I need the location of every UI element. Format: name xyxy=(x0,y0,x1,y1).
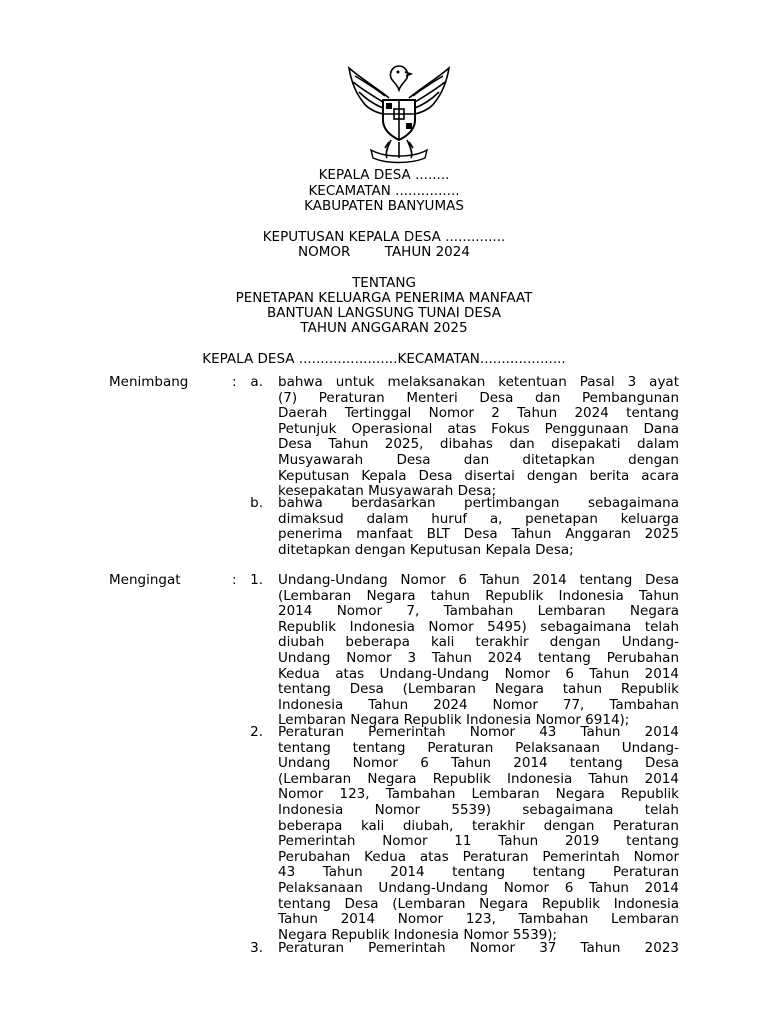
header-village-head: KEPALA DESA ........ xyxy=(318,167,450,183)
text-line: 2014 Nomor 7, Tambahan Lembaran Negara xyxy=(278,603,679,620)
text-line: Indonesia Nomor 5539) sebagaimana telah xyxy=(278,801,679,818)
text-line: bahwa untuk melaksanakan ketentuan Pasal 3 ayat xyxy=(278,374,679,390)
text-line: Nomor 123, Tambahan Lembaran Negara Republik xyxy=(278,786,679,803)
menimbang-item-a xyxy=(278,375,679,500)
text-line: Negara Republik Indonesia Nomor 5539); xyxy=(278,926,558,943)
mengingat-item-2-marker: 2. xyxy=(250,724,263,740)
garuda-emblem-icon xyxy=(341,58,457,168)
text-line: Perubahan Kedua atas Peraturan Pemerintah Nomor xyxy=(278,848,679,865)
mengingat-colon: : xyxy=(232,572,237,588)
text-line: Undang-Undang Nomor 6 Tahun 2014 tentang Desa xyxy=(278,572,679,588)
menimbang-colon: : xyxy=(232,374,237,390)
official-title: KEPALA DESA .......................KECAMATAN.................... xyxy=(202,351,566,367)
subject-line-1: PENETAPAN KELUARGA PENERIMA MANFAAT xyxy=(235,290,533,306)
text-line: Republik Indonesia Nomor 5495) sebagaimana telah xyxy=(278,618,679,635)
menimbang-label: Menimbang xyxy=(109,374,189,390)
mengingat-item-2 xyxy=(278,725,679,943)
mengingat-label: Mengingat xyxy=(109,572,181,588)
mengingat-item-1-marker: 1. xyxy=(250,572,263,588)
text-line: Pelaksanaan Undang-Undang Nomor 6 Tahun 2014 xyxy=(278,879,679,896)
subject-label: TENTANG xyxy=(352,275,416,291)
menimbang-item-a-marker: a. xyxy=(250,374,263,390)
text-line: ditetapkan dengan Keputusan Kepala Desa; xyxy=(278,541,574,558)
text-line: Undang Nomor 3 Tahun 2024 tentang Perubahan xyxy=(278,649,679,666)
decree-number: NOMOR TAHUN 2024 xyxy=(298,244,470,260)
menimbang-item-b-marker: b. xyxy=(250,495,263,511)
text-line: tentang Desa (Lembaran Negara Republik Indonesia xyxy=(278,895,679,912)
text-line: Daerah Tertinggal Nomor 2 Tahun 2024 tentang xyxy=(278,405,679,422)
text-line: 43 Tahun 2014 tentang tentang Peraturan xyxy=(278,864,679,881)
text-line: dimaksud dalam huruf a, penetapan keluarga xyxy=(278,510,679,527)
menimbang-item-b xyxy=(278,496,679,558)
mengingat-item-3 xyxy=(278,941,679,957)
text-line: Undang Nomor 6 Tahun 2014 tentang Desa xyxy=(278,755,679,772)
text-line: Peraturan Pemerintah Nomor 37 Tahun 2023 xyxy=(278,940,679,956)
subject-line-3: TAHUN ANGGARAN 2025 xyxy=(300,320,468,336)
subject-line-2: BANTUAN LANGSUNG TUNAI DESA xyxy=(267,305,501,321)
text-line: Desa Tahun 2025, dibahas dan disepakati dalam xyxy=(278,436,679,453)
mengingat-item-1 xyxy=(278,573,679,729)
text-line: penerima manfaat BLT Desa Tahun Anggaran 2025 xyxy=(278,526,679,543)
text-line: Kedua atas Undang-Undang Nomor 6 Tahun 2014 xyxy=(278,665,679,682)
text-line: Lembaran Negara Republik Indonesia Nomor 6914); xyxy=(278,712,630,729)
text-line: Musyawarah Desa dan ditetapkan dengan xyxy=(278,451,679,468)
header-regency: KABUPATEN BANYUMAS xyxy=(304,198,464,214)
mengingat-item-3-marker: 3. xyxy=(250,940,263,956)
text-line: Petunjuk Operasional atas Fokus Penggunaan Dana xyxy=(278,420,679,437)
text-line: Tahun 2014 Nomor 123, Tambahan Lembaran xyxy=(278,911,679,928)
text-line: kesepakatan Musyawarah Desa; xyxy=(278,483,497,500)
header-district: KECAMATAN ............... xyxy=(308,183,460,199)
text-line: beberapa kali diubah, terakhir dengan Peraturan xyxy=(278,817,679,834)
text-line: Pemerintah Nomor 11 Tahun 2019 tentang xyxy=(278,833,679,850)
text-line: Indonesia Tahun 2024 Nomor 77, Tambahan xyxy=(278,696,679,713)
text-line: bahwa berdasarkan pertimbangan sebagaimana xyxy=(278,495,679,511)
text-line: (7) Peraturan Menteri Desa dan Pembangunan xyxy=(278,389,679,406)
text-line: (Lembaran Negara tahun Republik Indonesia Tahun xyxy=(278,587,679,604)
text-line: tentang tentang Peraturan Pelaksanaan Undang- xyxy=(278,739,679,756)
text-line: diubah beberapa kali terakhir dengan Undang- xyxy=(278,634,679,651)
text-line: (Lembaran Negara Republik Indonesia Tahun 2014 xyxy=(278,770,679,787)
text-line: Keputusan Kepala Desa disertai dengan berita acara xyxy=(278,467,679,484)
text-line: tentang Desa (Lembaran Negara tahun Republik xyxy=(278,681,679,698)
text-line: Peraturan Pemerintah Nomor 43 Tahun 2014 xyxy=(278,724,679,740)
decree-title: KEPUTUSAN KEPALA DESA .............. xyxy=(262,229,506,245)
